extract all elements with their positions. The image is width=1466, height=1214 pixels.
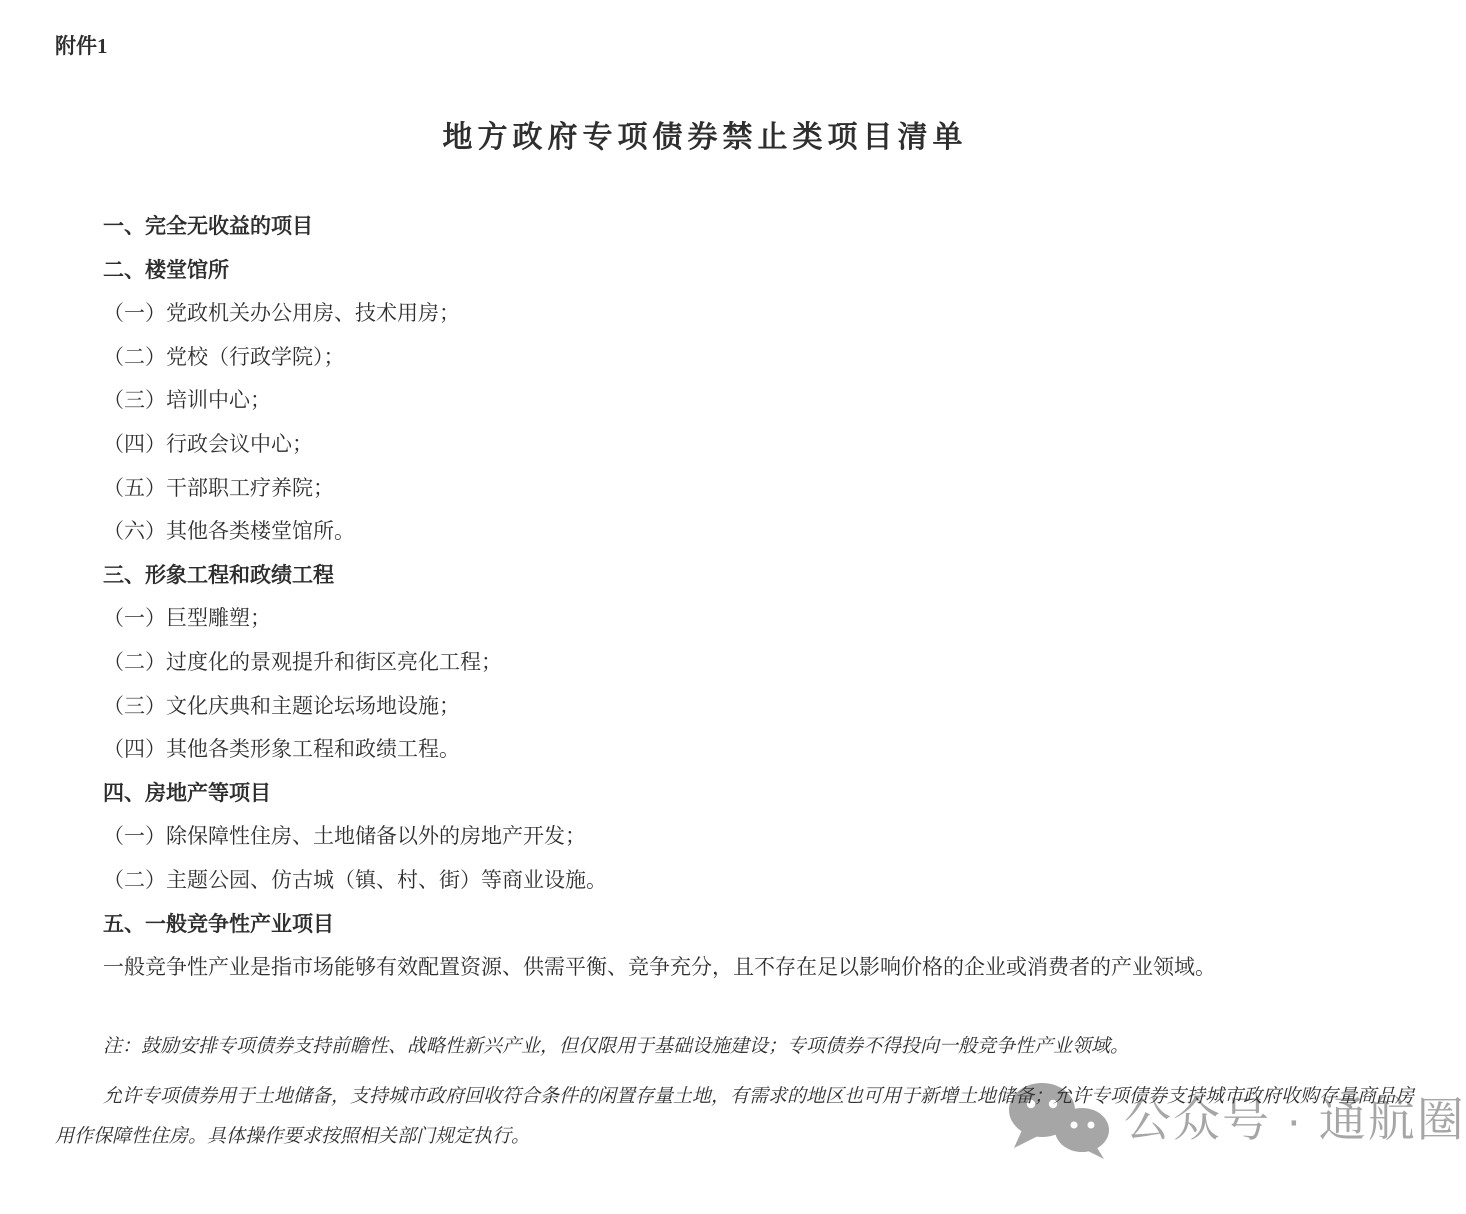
section-heading: 三、形象工程和政绩工程 xyxy=(103,562,334,587)
list-item: （一）巨型雕塑； xyxy=(103,606,271,631)
page-title: 地方政府专项债券禁止类项目清单 xyxy=(442,121,968,154)
section-heading: 一、完全无收益的项目 xyxy=(103,214,313,238)
note-paragraph: 注：鼓励安排专项债券支持前瞻性、战略性新兴产业，但仅限用于基础设施建设；专项债券不得投向一般竞争性产业领域。 xyxy=(103,1036,1130,1057)
list-item: （四）行政会议中心； xyxy=(103,431,313,456)
list-item: （三）培训中心； xyxy=(103,388,271,413)
list-item: （六）其他各类楼堂馆所。 xyxy=(103,519,355,544)
section-heading: 五、一般竞争性产业项目 xyxy=(103,911,334,936)
list-item: （二）主题公园、仿古城（镇、村、街）等商业设施。 xyxy=(103,867,607,892)
section-paragraph: 一般竞争性产业是指市场能够有效配置资源、供需平衡、竞争充分，且不存在足以影响价格的企业或消费者的产业领域。 xyxy=(103,955,1216,980)
list-item: （二）过度化的景观提升和街区亮化工程； xyxy=(103,649,502,674)
list-item: （二）党校（行政学院）； xyxy=(103,344,345,369)
note-paragraph: 允许专项债券用于土地储备，支持城市政府回收符合条件的闲置存量土地，有需求的地区也可用于新增土地储备；允许专项债券支持城市政府收购存量商品房用作保障性住房。具体操作要求按照相关部门规定执行。 xyxy=(55,1086,1415,1147)
list-item: （三）文化庆典和主题论坛场地设施； xyxy=(103,693,460,718)
list-item: （四）其他各类形象工程和政绩工程。 xyxy=(103,737,460,762)
list-item: （一）除保障性住房、土地储备以外的房地产开发； xyxy=(103,824,586,849)
notes-block xyxy=(55,1027,1418,1157)
document-body xyxy=(55,205,1406,990)
attachment-label: 附件1 xyxy=(55,34,108,58)
section-heading: 二、楼堂馆所 xyxy=(103,257,229,282)
section-heading: 四、房地产等项目 xyxy=(103,780,271,805)
list-item: （一）党政机关办公用房、技术用房； xyxy=(103,301,460,326)
list-item: （五）干部职工疗养院； xyxy=(103,475,334,500)
watermark-text: 公众号 · 通航圈 xyxy=(1124,1093,1466,1147)
